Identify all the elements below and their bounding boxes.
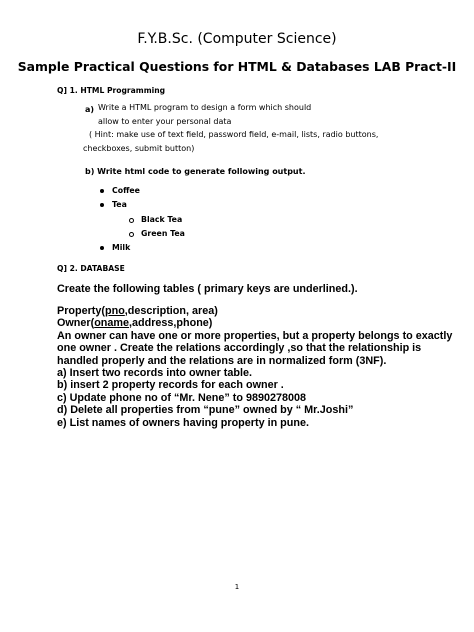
q2-description-line1: An owner can have one or more properties, but a property belongs to exactly [57,329,453,342]
list-item-black-tea: Black Tea [141,214,183,224]
list-item-coffee: Coffee [112,185,140,195]
q2-description-line3: handled properly and the relations are in normalized form (3NF). [57,354,387,367]
property-rest: ,description, area) [124,305,218,317]
list-item-tea: Tea [112,200,127,209]
property-schema [57,305,218,317]
property-prefix: Property( [57,305,105,317]
document-title: F.Y.B.Sc. (Computer Science) [137,31,337,47]
owner-schema [57,317,212,329]
q2-item-e: e) List names of owners having property in pune. [57,416,309,429]
property-primary-key: pno [105,305,125,317]
q1-heading: Q] 1. HTML Programming [57,86,166,95]
document-subtitle: Sample Practical Questions for HTML & Databases LAB Pract-II [17,59,457,74]
q2-item-a: a) Insert two records into owner table. [57,367,252,379]
bullet-disc-icon [100,246,104,250]
page-number: 1 [234,583,240,591]
bullet-circle-icon [129,232,134,237]
q1-b-text: b) Write html code to generate following output. [85,167,306,176]
q2-item-d: d) Delete all properties from “pune” owned by “ Mr.Joshi” [57,404,354,417]
owner-rest: ,address,phone) [129,317,213,330]
bullet-disc-icon [100,203,104,207]
q1-a-label: a) [85,105,95,114]
bullet-circle-icon [129,218,134,223]
bullet-disc-icon [100,189,104,193]
owner-prefix: Owner( [57,317,95,330]
list-item-milk: Milk [112,242,131,252]
q1-a-line1: Write a HTML program to design a form which should [98,103,312,112]
owner-primary-key: oname [94,317,130,330]
list-item-green-tea: Green Tea [141,228,185,238]
q2-item-c: c) Update phone no of “Mr. Nene” to 9890278008 [57,391,306,404]
q2-intro: Create the following tables ( primary keys are underlined.). [57,283,358,295]
q1-a-line3: ( Hint: make use of text field, password field, e-mail, lists, radio buttons, [89,130,379,139]
q1-a-line2: allow to enter your personal data [98,116,232,126]
q1-a-line4: checkboxes, submit button) [83,143,195,153]
q2-item-b: b) insert 2 property records for each owner . [57,379,284,392]
q2-heading: Q] 2. DATABASE [57,264,125,273]
q2-description-line2: one owner . Create the relations accordingly ,so that the relationship is [57,342,422,355]
